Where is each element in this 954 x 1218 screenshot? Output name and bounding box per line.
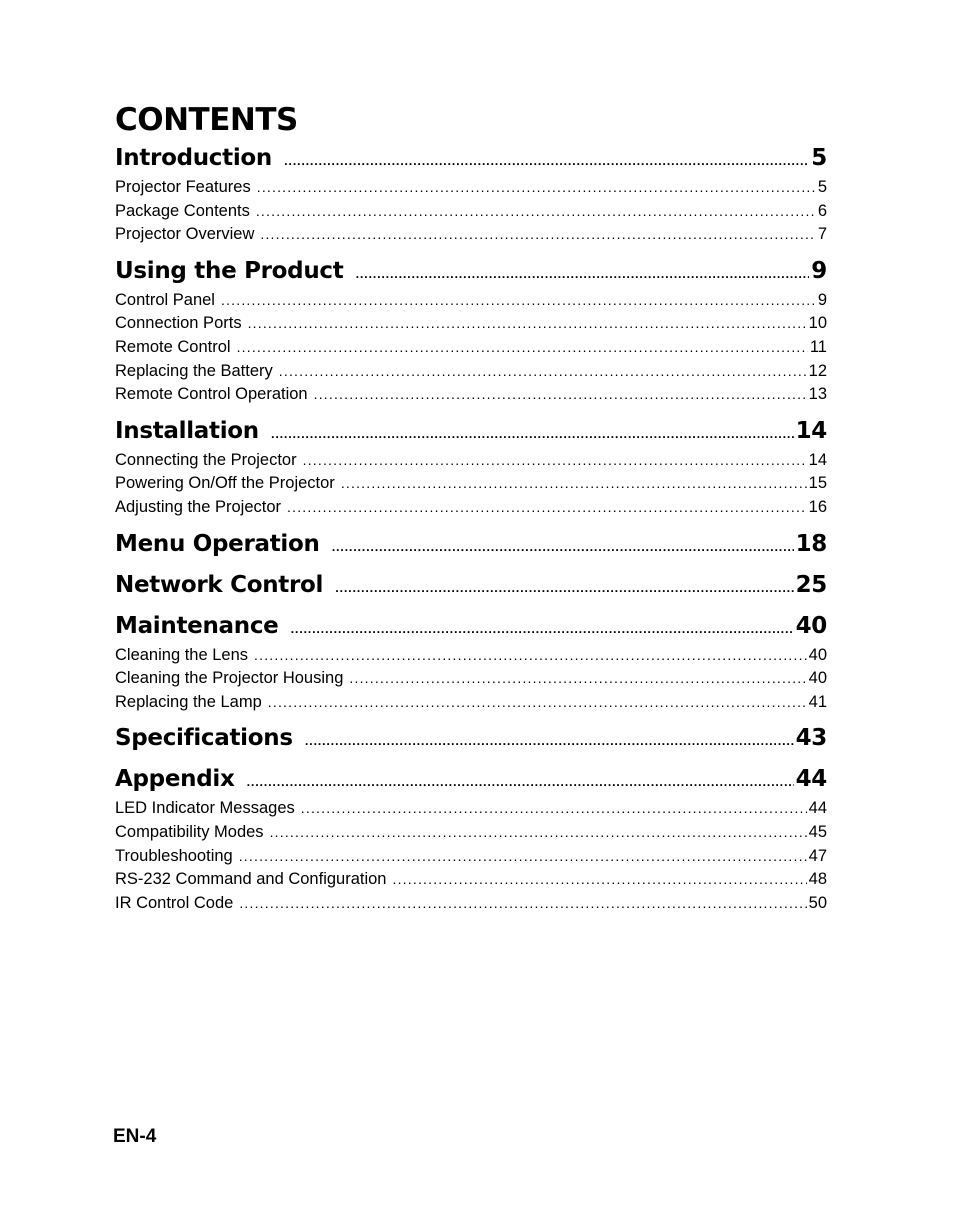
subentry-page-number: 40 (808, 669, 827, 688)
toc-subentry[interactable] (115, 360, 827, 384)
subentry-label: Remote Control Operation (115, 385, 308, 404)
dot-leader (335, 572, 793, 608)
toc-section-entry[interactable] (115, 720, 827, 756)
toc-subentry[interactable] (115, 845, 827, 869)
dot-leader (287, 496, 807, 520)
subentry-page-number: 15 (808, 474, 827, 493)
subentry-label: IR Control Code (115, 893, 234, 912)
subentry-label: Connecting the Projector (115, 450, 297, 469)
subentry-label: Compatibility Modes (115, 822, 264, 841)
subentry-label: LED Indicator Messages (115, 799, 295, 818)
subentry-page-number: 44 (808, 799, 827, 818)
subentry-page-number: 41 (808, 692, 827, 711)
dot-leader (303, 449, 807, 473)
subentry-page-number: 12 (808, 361, 827, 380)
subentry-label: Control Panel (115, 290, 215, 309)
subentry-page-number: 50 (808, 893, 827, 912)
section-title: Appendix (115, 766, 235, 793)
toc-subentry[interactable] (115, 496, 827, 520)
section-page-number: 9 (811, 257, 827, 284)
subentry-page-number: 40 (808, 645, 827, 664)
dot-leader (256, 200, 816, 224)
section-title: Introduction (115, 145, 272, 171)
dot-leader (332, 531, 794, 567)
subentry-page-number: 7 (817, 225, 827, 244)
toc-subentry[interactable] (115, 868, 827, 892)
section-page-number: 5 (811, 145, 827, 171)
subentry-page-number: 14 (808, 450, 827, 469)
section-title: Using the Product (115, 257, 344, 284)
subentry-label: Remote Control (115, 337, 231, 356)
toc-subentry[interactable] (115, 449, 827, 473)
subentry-page-number: 45 (808, 822, 827, 841)
toc-section-entry[interactable] (115, 526, 827, 562)
subentry-page-number: 5 (817, 178, 827, 196)
toc-subentry[interactable] (115, 336, 827, 360)
dot-leader (270, 821, 807, 845)
subentry-label: Troubleshooting (115, 846, 233, 865)
toc-subentry[interactable] (115, 892, 827, 916)
subentry-page-number: 10 (808, 314, 827, 333)
table-of-contents (115, 100, 827, 915)
toc-subentry[interactable] (115, 644, 827, 668)
dot-leader (279, 360, 807, 384)
dot-leader (268, 691, 807, 715)
subentry-page-number: 13 (808, 385, 827, 404)
subentry-page-number: 9 (817, 290, 827, 309)
dot-leader (260, 223, 815, 247)
subentry-label: Cleaning the Projector Housing (115, 669, 344, 688)
dot-leader (239, 892, 806, 916)
section-title: Maintenance (115, 612, 279, 639)
toc-section-entry[interactable] (115, 608, 827, 644)
toc-subentry[interactable] (115, 797, 827, 821)
subentry-page-number: 48 (808, 870, 827, 889)
subentry-label: Adjusting the Projector (115, 497, 282, 516)
toc-subentry[interactable] (115, 312, 827, 336)
subentry-page-number: 11 (809, 337, 827, 356)
toc-body (115, 140, 827, 915)
toc-section-entry[interactable] (115, 761, 827, 797)
section-page-number: 44 (795, 766, 827, 793)
toc-subentry[interactable] (115, 691, 827, 715)
dot-leader (341, 472, 807, 496)
section-page-number: 40 (795, 612, 827, 639)
toc-section-entry[interactable] (115, 140, 827, 176)
dot-leader (248, 312, 807, 336)
dot-leader (305, 725, 794, 761)
subentry-label: Cleaning the Lens (115, 645, 249, 664)
subentry-label: RS-232 Command and Configuration (115, 870, 387, 889)
toc-subentry[interactable] (115, 289, 827, 313)
dot-leader (221, 289, 816, 313)
subentry-label: Powering On/Off the Projector (115, 474, 335, 493)
subentry-page-number: 6 (817, 201, 827, 220)
section-title: Installation (115, 417, 259, 444)
section-title: Menu Operation (115, 530, 320, 557)
dot-leader (349, 667, 806, 691)
toc-subentry[interactable] (115, 667, 827, 691)
dot-leader (237, 336, 808, 360)
section-page-number: 18 (795, 530, 827, 557)
toc-section-entry[interactable] (115, 413, 827, 449)
section-page-number: 25 (795, 571, 827, 598)
contents-title: CONTENTS (115, 102, 298, 138)
section-title: Network Control (115, 571, 324, 598)
subentry-label: Replacing the Lamp (115, 692, 262, 711)
section-title: Specifications (115, 725, 293, 752)
dot-leader (314, 383, 807, 407)
dot-leader (254, 644, 807, 668)
subentry-label: Projector Features (115, 178, 251, 196)
subentry-page-number: 47 (808, 846, 827, 865)
toc-section-entry[interactable] (115, 253, 827, 289)
section-page-number: 43 (795, 725, 827, 752)
dot-leader (257, 176, 816, 200)
toc-subentry[interactable] (115, 383, 827, 407)
toc-section-entry[interactable] (115, 567, 827, 603)
subentry-label: Connection Ports (115, 314, 242, 333)
toc-subentry[interactable] (115, 821, 827, 845)
toc-subentry[interactable] (115, 472, 827, 496)
subentry-label: Package Contents (115, 201, 250, 220)
dot-leader (301, 797, 807, 821)
dot-leader (239, 845, 807, 869)
subentry-page-number: 16 (808, 497, 827, 516)
section-page-number: 14 (795, 417, 827, 444)
subentry-label: Projector Overview (115, 225, 255, 244)
toc-subentry[interactable] (115, 223, 827, 247)
toc-subentry[interactable] (115, 200, 827, 224)
page-number: EN-4 (113, 1126, 157, 1147)
toc-subentry[interactable] (115, 176, 827, 200)
subentry-label: Replacing the Battery (115, 361, 273, 380)
dot-leader (393, 868, 807, 892)
